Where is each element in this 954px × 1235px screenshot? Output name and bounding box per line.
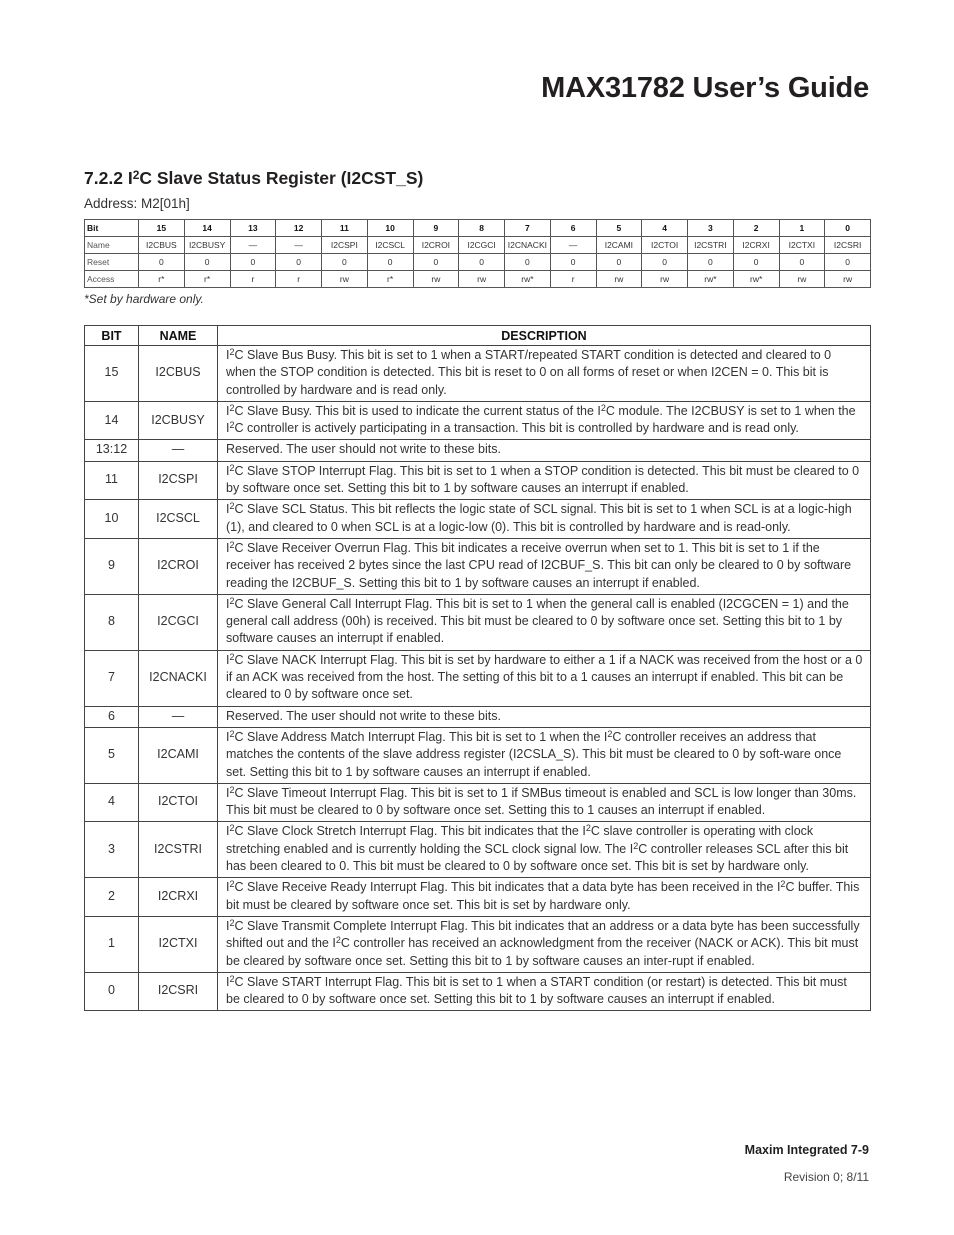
reset-value-cell: 0 (367, 254, 413, 271)
reset-value-cell: 0 (184, 254, 230, 271)
bit-cell: 13:12 (85, 440, 139, 461)
bit-name-cell: I2CTOI (642, 237, 688, 254)
name-cell: I2CAMI (139, 727, 218, 783)
bit-number-cell: 10 (367, 220, 413, 237)
table-row (85, 783, 871, 822)
bit-name-cell: I2CRXI (733, 237, 779, 254)
header-bit: BIT (85, 326, 139, 346)
description-cell: $I^2C$ Slave SCL Status. This bit reflects the logic state of SCL signal. This bit is set to 1 when SCL is at a logic-high (1), and cleared to 0 when SCL is at a logic-low (0). This bit is controlled by hardware and is read-only. (218, 500, 871, 539)
name-cell: I2CBUS (139, 346, 218, 402)
bit-name-cell: I2CSRI (825, 237, 871, 254)
bit-number-cell: 2 (733, 220, 779, 237)
bit-cell: 14 (85, 401, 139, 440)
access-type-row (85, 271, 871, 288)
reset-value-cell: 0 (505, 254, 551, 271)
reset-value-cell: 0 (230, 254, 276, 271)
access-type-cell: rw (825, 271, 871, 288)
description-cell: $I^2C$ Slave NACK Interrupt Flag. This bit is set by hardware to either a 1 if a NACK was received from the host or a 0 if an ACK was received from the host. The setting of this bit to a 1 causes an interrupt if enabled. This bit can be cleared to 0 by software once set. (218, 650, 871, 706)
reset-value-cell: 0 (322, 254, 368, 271)
bit-number-cell: 1 (779, 220, 825, 237)
table-row (85, 538, 871, 594)
bit-number-cell: 12 (276, 220, 322, 237)
name-cell: I2CSPI (139, 461, 218, 500)
bit-number-cell: 0 (825, 220, 871, 237)
bit-number-cell: 15 (139, 220, 185, 237)
bit-name-row (85, 237, 871, 254)
access-type-cell: rw (642, 271, 688, 288)
bit-number-cell: 4 (642, 220, 688, 237)
reset-value-cell: 0 (276, 254, 322, 271)
reset-value-cell: 0 (550, 254, 596, 271)
footer-revision: Revision 0; 8/11 (783, 1170, 869, 1184)
table-row (85, 594, 871, 650)
name-row-label: Name (85, 237, 139, 254)
reset-value-cell: 0 (733, 254, 779, 271)
bit-name-cell: — (550, 237, 596, 254)
table-row (85, 972, 871, 1011)
bit-name-cell: I2CROI (413, 237, 459, 254)
bit-cell: 15 (85, 346, 139, 402)
reset-value-cell: 0 (596, 254, 642, 271)
description-cell: $I^2C$ Slave Bus Busy. This bit is set to 1 when a START/repeated START condition is detected and cleared to 0 when the STOP condition is detected. This bit is reset to 0 on all forms of reset or when I2CEN = 0. This bit is controlled by hardware and is read only. (218, 346, 871, 402)
bit-number-cell: 3 (688, 220, 734, 237)
access-type-cell: r* (139, 271, 185, 288)
bit-number-cell: 8 (459, 220, 505, 237)
description-cell: $I^2C$ Slave Receive Ready Interrupt Flag. This bit indicates that a data byte has been received in the $I^2C$ buffer. This bit must be cleared by software once set. This bit is set by hardware only. (218, 878, 871, 917)
name-cell: I2CBUSY (139, 401, 218, 440)
reset-value-cell: 0 (779, 254, 825, 271)
bit-number-cell: 6 (550, 220, 596, 237)
access-type-cell: r (550, 271, 596, 288)
bit-number-cell: 11 (322, 220, 368, 237)
reset-value-cell: 0 (139, 254, 185, 271)
bit-number-cell: 14 (184, 220, 230, 237)
description-cell: $I^2C$ Slave Busy. This bit is used to indicate the current status of the $I^2C$ module. The I2CBUSY is set to 1 when the $I^2C$ controller is actively participating in a transaction. This bit is controlled by hardware and is read only. (218, 401, 871, 440)
name-cell: — (139, 440, 218, 461)
reset-value-cell: 0 (825, 254, 871, 271)
access-type-cell: rw (459, 271, 505, 288)
reset-value-cell: 0 (413, 254, 459, 271)
access-type-cell: rw (413, 271, 459, 288)
description-cell: $I^2C$ Slave Address Match Interrupt Flag. This bit is set to 1 when the $I^2C$ controller receives an address that matches the contents of the slave address register (I2CSLA_S). This bit must be cleared to 0 by soft-ware once set. Setting this bit to 1 by software causes an interrupt if enabled. (218, 727, 871, 783)
description-cell: $I^2C$ Slave Transmit Complete Interrupt Flag. This bit indicates that an address or a data byte has been successfully shifted out and the $I^2C$ controller has received an acknowledgment from the receiver (NACK or ACK). This bit must be cleared by software once set. Setting this bit to 1 by software causes an inter-rupt if enabled. (218, 916, 871, 972)
bit-number-cell: 13 (230, 220, 276, 237)
bit-cell: 0 (85, 972, 139, 1011)
table-row (85, 461, 871, 500)
name-cell: I2CGCI (139, 594, 218, 650)
access-type-cell: rw* (505, 271, 551, 288)
name-cell: I2CTXI (139, 916, 218, 972)
access-type-cell: r* (184, 271, 230, 288)
bit-name-cell: I2CBUSY (184, 237, 230, 254)
bit-name-cell: I2CTXI (779, 237, 825, 254)
header-name: NAME (139, 326, 218, 346)
bit-cell: 9 (85, 538, 139, 594)
bit-cell: 1 (85, 916, 139, 972)
description-cell: $I^2C$ Slave General Call Interrupt Flag. This bit is set to 1 when the general call is enabled (I2CGCEN = 1) and the general call address (00h) is received. This bit must be cleared to 0 by software once set. Setting this bit to 1 by software causes an interrupt if enabled. (218, 594, 871, 650)
bit-cell: 8 (85, 594, 139, 650)
access-type-cell: rw (779, 271, 825, 288)
description-cell: $I^2C$ Slave START Interrupt Flag. This bit is set to 1 when a START condition (or restart) is detected. This bit must be cleared to 0 by software once set. Setting this bit to 1 by software causes an interrupt if enabled. (218, 972, 871, 1011)
bit-name-cell: — (230, 237, 276, 254)
reset-row-label: Reset (85, 254, 139, 271)
table-row (85, 440, 871, 461)
description-cell: $I^2C$ Slave Receiver Overrun Flag. This bit indicates a receive overrun when set to 1. This bit is set to 1 if the receiver has received 2 bytes since the last CPU read of I2CBUF_S. This bit can only be cleared to 0 by software reading the I2CBUF_S. Setting this bit to 1 by software causes an interrupt if enabled. (218, 538, 871, 594)
access-type-cell: rw* (688, 271, 734, 288)
bit-cell: 10 (85, 500, 139, 539)
reset-value-row (85, 254, 871, 271)
bit-cell: 11 (85, 461, 139, 500)
reset-value-cell: 0 (688, 254, 734, 271)
name-cell: — (139, 706, 218, 727)
access-type-cell: rw (596, 271, 642, 288)
bit-row-label: Bit (85, 220, 139, 237)
access-type-cell: rw* (733, 271, 779, 288)
table-row (85, 346, 871, 402)
name-cell: I2CTOI (139, 783, 218, 822)
access-type-cell: r* (367, 271, 413, 288)
header-description: DESCRIPTION (218, 326, 871, 346)
bit-cell: 6 (85, 706, 139, 727)
bit-number-cell: 5 (596, 220, 642, 237)
bit-name-cell: I2CBUS (139, 237, 185, 254)
table-row (85, 727, 871, 783)
name-cell: I2CROI (139, 538, 218, 594)
bit-number-cell: 7 (505, 220, 551, 237)
reset-value-cell: 0 (642, 254, 688, 271)
name-cell: I2CSTRI (139, 822, 218, 878)
register-address: Address: M2[01h] (84, 196, 190, 211)
bit-name-cell: I2CSPI (322, 237, 368, 254)
bit-description-table (84, 325, 871, 1011)
section-heading (84, 168, 423, 189)
bit-name-cell: I2CNACKI (505, 237, 551, 254)
bit-number-row (85, 220, 871, 237)
description-table-header (85, 326, 871, 346)
register-footnote: *Set by hardware only. (84, 292, 204, 306)
table-row (85, 878, 871, 917)
section-number: 7.2.2 (84, 168, 123, 188)
bit-number-cell: 9 (413, 220, 459, 237)
bit-name-cell: — (276, 237, 322, 254)
reset-value-cell: 0 (459, 254, 505, 271)
register-bit-map-table (84, 219, 871, 288)
bit-name-cell: I2CAMI (596, 237, 642, 254)
section-title-prefix: I (127, 168, 133, 188)
bit-cell: 4 (85, 783, 139, 822)
table-row (85, 650, 871, 706)
bit-cell: 3 (85, 822, 139, 878)
bit-cell: 5 (85, 727, 139, 783)
description-cell: Reserved. The user should not write to these bits. (218, 706, 871, 727)
description-cell: $I^2C$ Slave Timeout Interrupt Flag. This bit is set to 1 if SMBus timeout is enabled and SCL is low longer than 30ms. This bit must be cleared to 0 by software once set. Setting this to 1 causes an interrupt if enabled. (218, 783, 871, 822)
table-row (85, 401, 871, 440)
description-cell: Reserved. The user should not write to these bits. (218, 440, 871, 461)
description-cell: $I^2C$ Slave Clock Stretch Interrupt Flag. This bit indicates that the $I^2C$ slave controller is operating with clock stretching enabled and is currently holding the SCL clock signal low. The $I^2C$ controller releases SCL after this bit has been cleared to 0. This bit must be cleared to 0 by software once set. This bit is set by hardware only. (218, 822, 871, 878)
table-row (85, 500, 871, 539)
name-cell: I2CSCL (139, 500, 218, 539)
bit-cell: 7 (85, 650, 139, 706)
access-type-cell: r (276, 271, 322, 288)
name-cell: I2CNACKI (139, 650, 218, 706)
name-cell: I2CRXI (139, 878, 218, 917)
footer-company-page: Maxim Integrated 7-9 (744, 1143, 869, 1157)
access-type-cell: r (230, 271, 276, 288)
bit-name-cell: I2CSTRI (688, 237, 734, 254)
name-cell: I2CSRI (139, 972, 218, 1011)
access-row-label: Access (85, 271, 139, 288)
section-title-text: C Slave Status Register (I2CST_S) (139, 168, 424, 188)
table-row (85, 916, 871, 972)
bit-name-cell: I2CSCL (367, 237, 413, 254)
bit-name-cell: I2CGCI (459, 237, 505, 254)
table-row (85, 706, 871, 727)
document-title: MAX31782 User’s Guide (541, 72, 869, 104)
table-row (85, 822, 871, 878)
access-type-cell: rw (322, 271, 368, 288)
description-cell: $I^2C$ Slave STOP Interrupt Flag. This bit is set to 1 when a STOP condition is detected. This bit must be cleared to 0 by software once set. Setting this bit to 1 by software causes an interrupt if enabled. (218, 461, 871, 500)
bit-cell: 2 (85, 878, 139, 917)
section-title-superscript: 2 (132, 168, 140, 182)
